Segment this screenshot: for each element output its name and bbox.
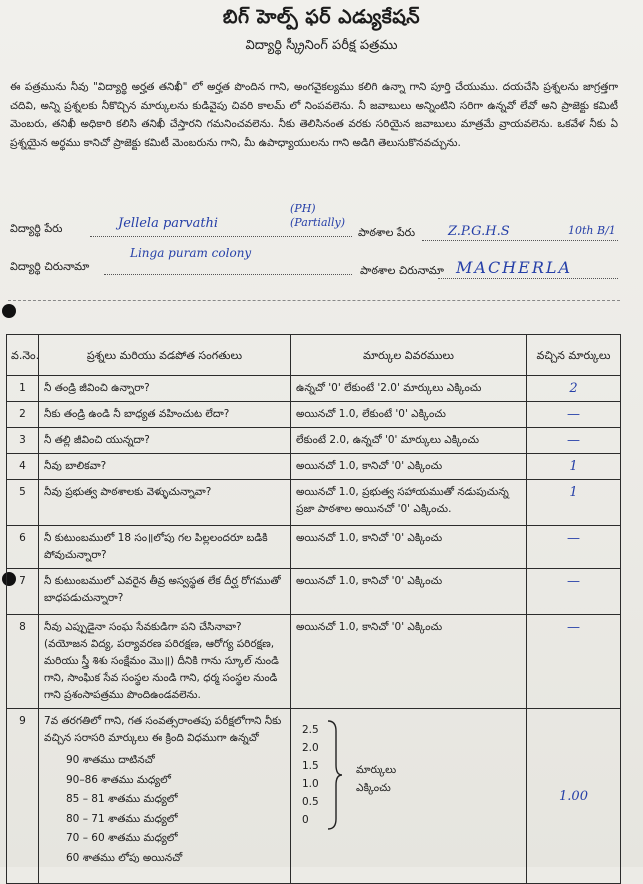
student-address-value[interactable]: Linga puram colony [130,246,252,260]
instructions-paragraph: ఈ పత్రమును నీవు "విద్యార్థి అర్హత తనిఖీ" లో అర్హత పొందిన గాని, అంగవైకల్యము కలిగి ఉన్నా గాని పూర్తి చేయుము. దయచేసి ప్రశ్నలను జాగ్రత్తగా చదివి, అన్ని ప్రశ్నలకు నీకొచ్చిన మార్కులను కుడివైపు చివరి కాలమ్ లో నింపవలెను. నీ జవాబులు అన్నింటిని సరిగా ఉన్నవో లేవో అని ప్రాజెక్టు కమిటీ మెంబరు, తనిఖీ అధికారి కలిసి తనిఖీ చేస్తారని గమనించవలెను. నీకు తెలిసినంత వరకు సరియైన జవాబులు మాత్రమే వ్రాయవలెను. ఒకవేళ నీకు ఏ ప్రశ్నయైన అర్థము కానిచో ప్రాజెక్టు కమిటీ మెంబరును గాని, మీ ఉపాధ్యాయులను గాని అడిగి తెలుసుకొనవచ్చును. [10,81,618,149]
student-name-line [90,236,352,237]
school-address-line [438,278,618,279]
row-num: 3 [7,428,39,454]
row-question: నీ కుటుంబములో 18 సం॥లోపు గల పిల్లలందరూ బడికి పోవుచున్నారా? [39,526,291,569]
row-mark[interactable]: 2 [527,376,621,402]
school-address-label: పాఠశాల చిరునామా [360,264,444,277]
row-question: నీవు బాలికవా? [39,454,291,480]
school-name-label: పాఠశాల పేరు [358,226,416,239]
form-subtitle: విద్యార్థి స్క్రీనింగ్ పరీక్ష పత్రము [245,38,398,53]
row-mark[interactable]: 1 [527,480,621,526]
curly-brace-icon [324,719,344,831]
row-num: 1 [7,376,39,402]
row-question: నీ తల్లి జీవించి యున్నదా? [39,428,291,454]
student-name-label: విద్యార్థి పేరు [10,222,63,235]
student-address-label: విద్యార్థి చిరునామా [10,260,90,273]
row-num: 8 [7,615,39,709]
row-mark[interactable]: — [527,428,621,454]
q9-scale-value: 0 [302,814,309,826]
q9-question-cell [39,709,291,884]
row-details: అయినచో 1.0, కానిచో '0' ఎక్కించు [291,569,527,615]
header-question: ప్రశ్నలు మరియు వడపోత సంగతులు [39,335,291,376]
row-details: అయినచో 1.0, కానిచో '0' ఎక్కించు [291,615,527,709]
row-num: 2 [7,402,39,428]
q9-grade: 80 – 71 శాతము మధ్యలో [66,812,178,825]
q9-scale-value: 2.0 [302,742,319,754]
q9-scale-value: 1.0 [302,778,319,790]
table-row [7,480,621,526]
q9-scale-value: 0.5 [302,796,319,808]
row-details: లేకుంటే 2.0, ఉన్నచో '0' మార్కులు ఎక్కించు [291,428,527,454]
q9-grade: 85 – 81 శాతము మధ్యలో [66,793,178,805]
row-question: నీవు ఎప్పుడైనా సంఘ సేవకుడిగా పని చేసినావా? (వయోజన విద్య, పర్యావరణ పరిరక్షణ, ఆరోగ్య పరిరక్షణ, మరియు స్త్రీ శిశు సంక్షేమం మొ॥) దీనికి గాను స్కూల్ నుండి గాని, సాంఘిక సేవ సంస్థల నుండి గాని, ధర్మ సంస్థల నుండి గాని ప్రశంసాపత్రము పొందిఉండవలెను. [39,615,291,709]
q9-unit-label: మార్కులు ఎక్కించు [356,764,397,794]
table-row [7,428,621,454]
school-name-value[interactable]: Z.P.G.H.S [448,224,510,239]
row-num: 4 [7,454,39,480]
row-mark[interactable]: 1 [527,454,621,480]
row-mark[interactable]: — [527,615,621,709]
row-num: 7 [7,569,39,615]
table-row [7,376,621,402]
q9-grade-list [44,751,285,868]
q9-scale-values [302,721,319,829]
row-mark[interactable]: — [527,402,621,428]
org-title: బిగ్ హెల్ప్ ఫర్ ఎడ్యుకేషన్ [222,6,421,28]
row-num: 9 [7,709,39,884]
school-name-line [422,240,618,241]
screening-table [6,334,621,884]
student-name-value[interactable]: Jellela parvathi [118,216,219,231]
row-question: నీకు తండ్రి ఉండి నీ బాధ్యత వహించుట లేదా? [39,402,291,428]
row-question: నీ కుటుంబములో ఎవరైన తీవ్ర అస్వస్థత లేక దీర్ఘ రోగముతో బాధపడుచున్నారా? [39,569,291,615]
q9-scale [296,713,521,843]
q9-grade: 90 శాతము దాటినచో [66,754,155,766]
row-mark[interactable]: — [527,569,621,615]
row-details: అయినచో 1.0, లేకుంటే '0' ఎక్కించు [291,402,527,428]
q9-grade: 70 – 60 శాతము మధ్యలో [66,832,178,844]
section-divider [8,300,620,301]
student-name-note: (PH) (Partially) [290,202,346,229]
header-marks: వచ్చిన మార్కులు [527,335,621,376]
row-mark[interactable]: — [527,526,621,569]
row-details: అయినచో 1.0, కానిచో '0' ఎక్కించు [291,454,527,480]
row-question: నీవు ప్రభుత్వ పాఠశాలకు వెళ్ళుచున్నావా? [39,480,291,526]
table-row [7,526,621,569]
row-details: ఉన్నచో '0' లేకుంటే '2.0' మార్కులు ఎక్కించు [291,376,527,402]
q9-grade: 90–86 శాతము మధ్యలో [66,773,171,786]
row-question: నీ తండ్రి జీవించి ఉన్నారా? [39,376,291,402]
table-row [7,569,621,615]
q9-grade: 60 శాతము లోపు అయినచో [66,851,183,864]
header-num: వ.నెం. [7,335,39,376]
q9-question: 7వ తరగతిలో గాని, గత సంవత్సరాంతపు పరీక్షలోగాని నీకు వచ్చిన సరాసరి మార్కులు ఈ క్రింది విధముగా ఉన్నచో [44,715,282,744]
q9-scale-value: 2.5 [302,724,319,736]
row-details: అయినచో 1.0, ప్రభుత్వ సహాయముతో నడుపుచున్న ప్రజా పాఠశాల అయినచో '0' ఎక్కించు. [291,480,527,526]
table-header-row [7,335,621,376]
school-address-value[interactable]: MACHERLA [456,258,573,277]
row-num: 6 [7,526,39,569]
row-mark[interactable]: 1.00 [527,709,621,884]
table-row [7,402,621,428]
table-row [7,454,621,480]
row-num: 5 [7,480,39,526]
row-details: అయినచో 1.0, కానిచో '0' ఎక్కించు [291,526,527,569]
punch-hole-top [2,304,16,318]
class-value[interactable]: 10th B/1 [568,224,616,237]
q9-scale-value: 1.5 [302,760,319,772]
student-address-line [104,274,352,275]
header-details: మార్కుల వివరములు [291,335,527,376]
q9-details-cell [291,709,527,884]
table-row-q9 [7,709,621,884]
table-row [7,615,621,709]
